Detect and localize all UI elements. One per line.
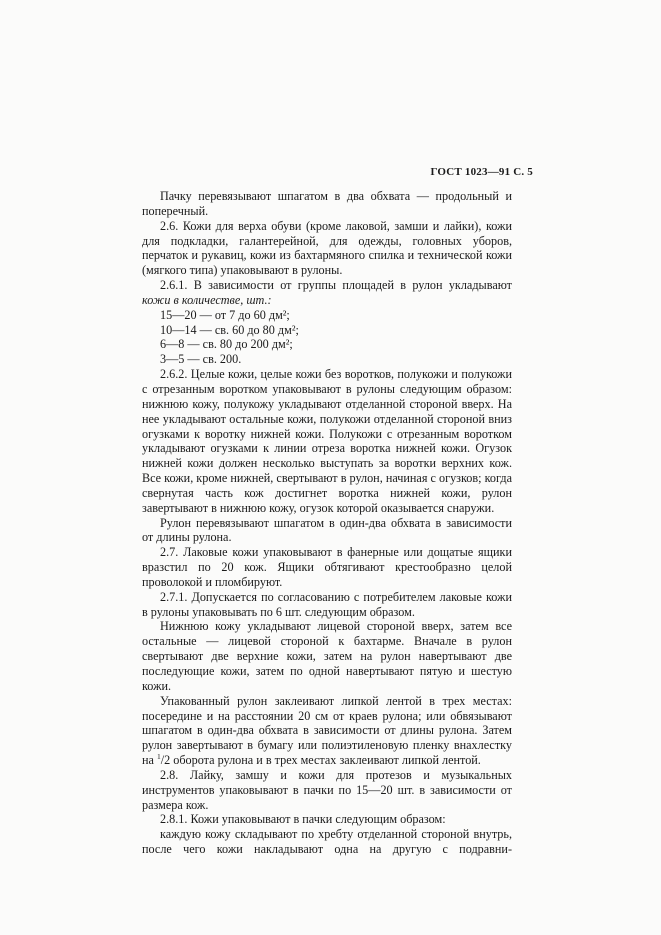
paragraph: каждую кожу складывают по хребту отделанной стороной внутрь, после чего кожи накладывают одна на другую с подравни- [142,827,512,857]
paragraph: Нижнюю кожу укладывают лицевой стороной вверх, затем все остальные — лицевой стороной к бахтарме. Вначале в рулон свертывают две верхние кожи, затем на рулон навертывают две последующие кожи, затем по одной навертывают пятую и шестую кожи. [142,619,512,693]
paragraph-2-6-1 [142,278,512,308]
paragraph-2-7: 2.7. Лаковые кожи упаковывают в фанерные или дощатые ящики вразстил по 20 кож. Ящики обтягивают крестообразно целой проволокой и пломбируют. [142,545,512,589]
paragraph-2-7-1: 2.7.1. Допускается по согласованию с потребителем лаковые кожи в рулоны упаковывать по 6 шт. следующим образом. [142,589,512,619]
fraction-numerator: 1 [156,752,161,761]
list-item: 3—5 — св. 200. [160,352,242,367]
paragraph [142,694,512,768]
paragraph-2-6: 2.6. Кожи для верха обуви (кроме лаковой, замши и лайки), кожи для подкладки, галантерейной, для одежды, головных уборов, перчаток и рукавиц, кожи из бахтармяного спилка и технической кожи (мягкого типа) упаковывают в рулоны. [142,218,512,278]
quantity-list [142,308,512,367]
list-item: 15—20 — от 7 до 60 дм²; [160,307,290,322]
paragraph: Рулон перевязывают шпагатом в один-два обхвата в зависимости от длины рулона. [142,515,512,545]
paragraph-2-6-2: 2.6.2. Целые кожи, целые кожи без воротков, полукожи и полукожи с отрезанным воротком упаковывают в рулоны следующим образом: нижнюю кожу, полукожу укладывают отделанной стороной вверх. На нее укладывают остальные кожи, полукожи отделанной стороной вниз огузками к воротку нижней кожи. Полукожи с отрезанным воротком укладывают огузками к линии отреза воротка нижней кожи. Огузок нижней кожи должен несколько выступать за воротки верхних кож. Все кожи, кроме нижней, свертывают в рулон, начиная с огузков; когда свернутая часть кож достигнет воротка нижней кожи, рулон завертывают в нижнюю кожу, огузок которой оказывается снаружи. [142,367,512,515]
paragraph-2-8-1: 2.8.1. Кожи упаковывают в пачки следующим образом: [160,812,446,827]
paragraph-2-8: 2.8. Лайку, замшу и кожи для протезов и музыкальных инструментов упаковывают в пачки по 15—20 шт. в зависимости от размера кож. [142,767,512,812]
paragraph-text: Упакованный рулон заклеивают липкой лентой в трех местах: посередине и на расстоянии 20 см от краев рулона; или обвязывают шпагатом в один-два обхвата в зависимости от длины рулона. Затем рулон завертывают в бумагу или полиэтиленовую пленку внахлестку на [142,693,512,768]
paragraph-text: /2 оборота рулона и в трех местах заклеивают липкой лентой. [160,753,481,768]
list-item: 10—14 — св. 60 до 80 дм²; [160,322,299,337]
paragraph-text: 2.6.1. В зависимости от группы площадей в рулон укладывают [160,278,512,293]
list-item: 6—8 — св. 80 до 200 дм²; [160,337,293,352]
document-body [142,189,512,857]
paragraph: Пачку перевязывают шпагатом в два обхвата — продольный и поперечный. [142,189,512,218]
page-header: ГОСТ 1023—91 С. 5 [430,166,533,178]
paragraph-italic-text: кожи в количестве, шт.: [142,292,272,307]
